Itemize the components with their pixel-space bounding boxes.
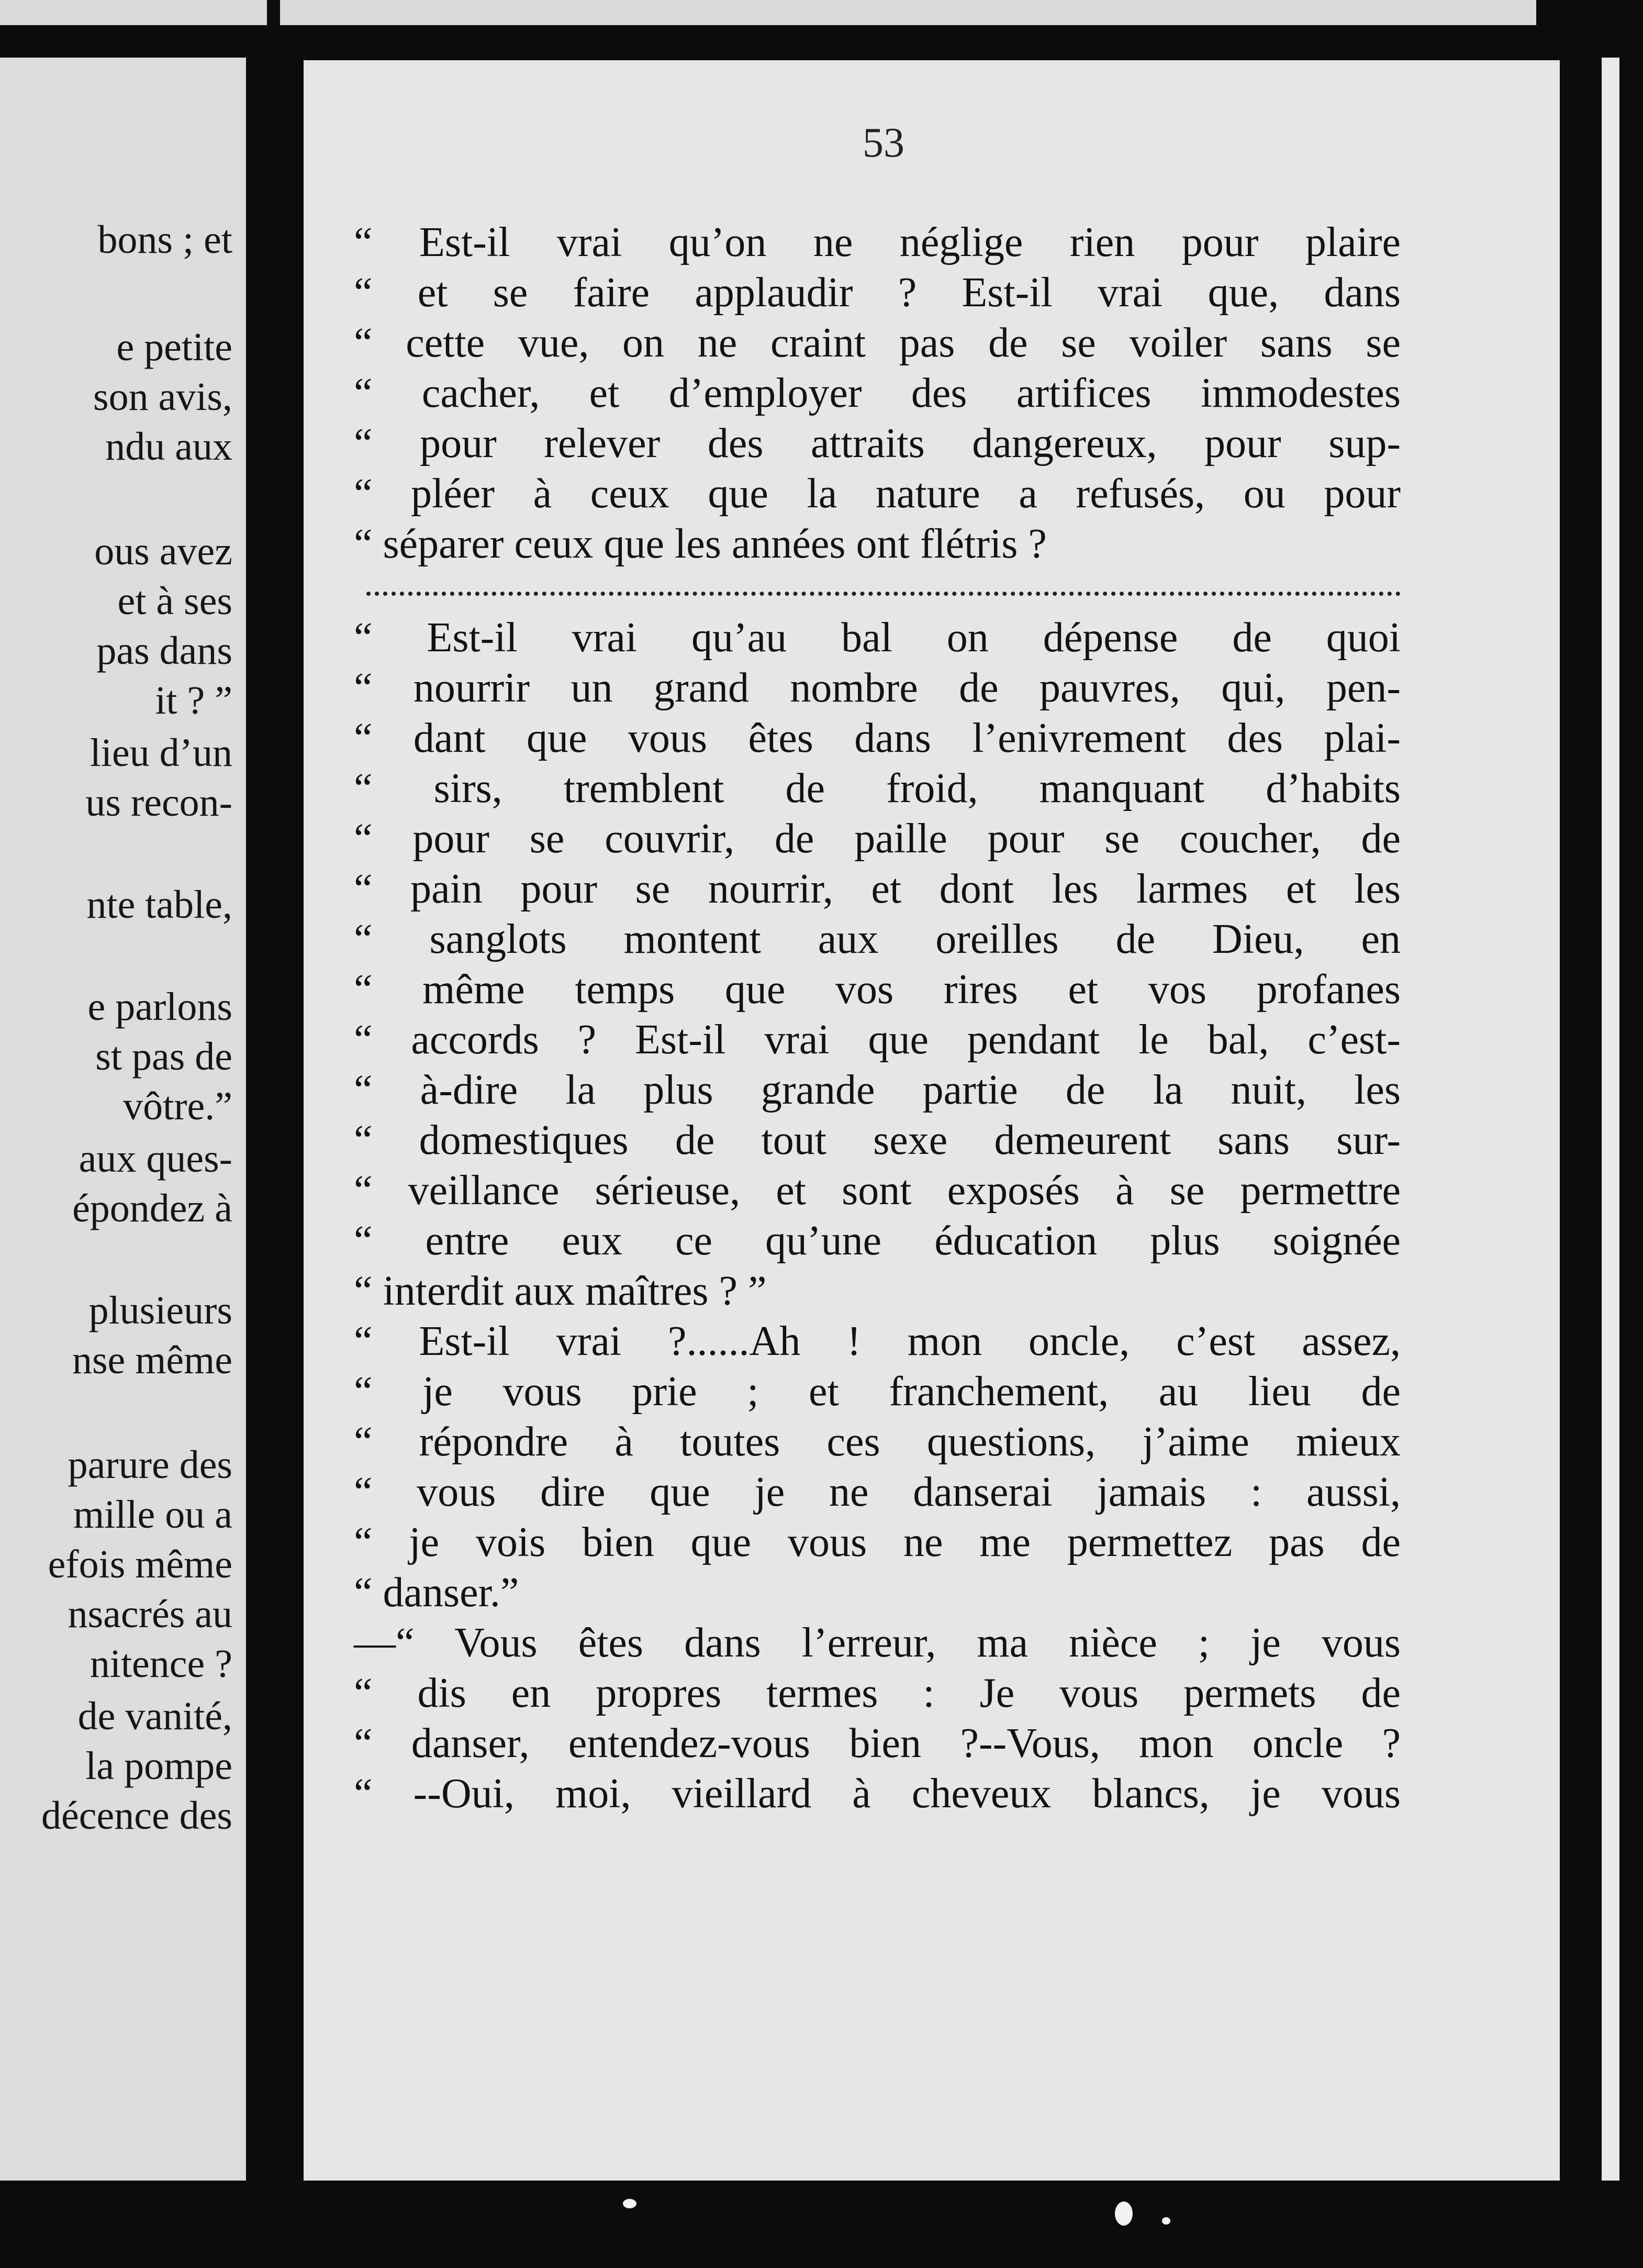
binding-gutter [246, 58, 304, 2268]
text-line: “ je vous prie ; et franchement, au lieu de [354, 1369, 1401, 1415]
text-line: “ Est-il vrai qu’au bal on dépense de quoi [354, 615, 1401, 661]
text-line: “ Est-il vrai ?......Ah ! mon oncle, c’est assez, [354, 1318, 1401, 1364]
text-line: “ nourrir un grand nombre de pauvres, qui, pen- [354, 665, 1401, 711]
top-paper-edge [280, 0, 1536, 25]
left-page-line: nte table, [86, 883, 232, 927]
text-line: “ et se faire applaudir ? Est-il vrai que, dans [354, 270, 1401, 316]
dust-speck [623, 2199, 636, 2208]
left-page-line: it ? ” [155, 679, 232, 722]
previous-page-fragment [0, 58, 246, 2268]
left-page-line: pas dans [96, 629, 232, 673]
left-page-line: lieu d’un [90, 731, 232, 775]
left-page-line: ndu aux [105, 425, 232, 469]
text-line: “ même temps que vos rires et vos profanes [354, 966, 1401, 1013]
left-page-line: ous avez [94, 529, 232, 573]
left-page-line: la pompe [85, 1744, 232, 1788]
text-line: “ répondre à toutes ces questions, j’aime mieux [354, 1419, 1401, 1465]
text-line: “ cacher, et d’employer des artifices immodestes [354, 370, 1401, 416]
dotted-separator [366, 592, 1401, 603]
bottom-scan-border [0, 2181, 1643, 2268]
text-line: “ pour se couvrir, de paille pour se coucher, de [354, 816, 1401, 862]
left-page-line: de vanité, [77, 1694, 232, 1738]
left-page-line: vôtre.” [123, 1084, 232, 1128]
text-line: “ pléer à ceux que la nature a refusés, ou pour [354, 471, 1401, 517]
text-line: “ cette vue, on ne craint pas de se voiler sans se [354, 320, 1401, 366]
right-scan-border [1560, 58, 1643, 2268]
left-page-line: et à ses [117, 579, 232, 623]
left-page-line: efois même [48, 1542, 232, 1586]
text-line: “ danser, entendez-vous bien ?--Vous, mon oncle ? [354, 1720, 1401, 1766]
text-line: “ à-dire la plus grande partie de la nuit, les [354, 1067, 1401, 1113]
left-page-line: us recon- [85, 781, 232, 825]
text-line: “ vous dire que je ne danserai jamais : aussi, [354, 1469, 1401, 1515]
dust-speck [1115, 2202, 1133, 2226]
text-line: “ pain pour se nourrir, et dont les larmes et les [354, 866, 1401, 912]
left-page-line: nse même [72, 1338, 232, 1382]
left-page-line: nsacrés au [68, 1592, 232, 1636]
page-53 [304, 60, 1560, 2181]
text-line: “ dant que vous êtes dans l’enivrement des plai- [354, 715, 1401, 761]
text-line: “ séparer ceux que les années ont flétris ? [354, 521, 1047, 567]
top-scan-border [0, 0, 1643, 58]
text-line: “ accords ? Est-il vrai que pendant le bal, c’est- [354, 1017, 1401, 1063]
left-page-line: épondez à [72, 1186, 232, 1230]
left-page-line: e parlons [87, 985, 232, 1029]
left-page-line: bons ; et [97, 218, 232, 262]
left-page-line: parure des [68, 1443, 232, 1487]
left-page-line: mille ou a [73, 1493, 232, 1537]
text-line: “ je vois bien que vous ne me permettez pas de [354, 1519, 1401, 1565]
left-page-line: e petite [116, 325, 232, 369]
left-page-line: son avis, [93, 375, 232, 419]
text-line: “ domestiques de tout sexe demeurent sans sur- [354, 1117, 1401, 1163]
text-line: “ Est-il vrai qu’on ne néglige rien pour plaire [354, 219, 1401, 265]
text-line: “ pour relever des attraits dangereux, pour sup- [354, 420, 1401, 466]
page-number: 53 [863, 120, 904, 166]
text-line: “ veillance sérieuse, et sont exposés à se permettre [354, 1168, 1401, 1214]
text-line: “ --Oui, moi, vieillard à cheveux blancs, je vous [354, 1771, 1401, 1817]
left-page-line: décence des [41, 1794, 232, 1838]
text-line: “ sanglots montent aux oreilles de Dieu, en [354, 916, 1401, 962]
text-line: —“ Vous êtes dans l’erreur, ma nièce ; je vous [354, 1620, 1401, 1666]
top-left-paper-edge [0, 0, 267, 25]
left-page-line: nitence ? [90, 1642, 232, 1686]
left-page-line: aux ques- [79, 1137, 232, 1181]
text-line: “ danser.” [354, 1570, 519, 1616]
left-page-line: st pas de [95, 1035, 232, 1079]
text-line: “ sirs, tremblent de froid, manquant d’habits [354, 765, 1401, 811]
text-line: “ dis en propres termes : Je vous permets de [354, 1670, 1401, 1716]
left-page-line: plusieurs [88, 1288, 232, 1332]
text-line: “ entre eux ce qu’une éducation plus soignée [354, 1218, 1401, 1264]
next-page-edge [1602, 58, 1619, 2268]
dust-speck [1162, 2217, 1170, 2225]
text-line: “ interdit aux maîtres ? ” [354, 1268, 767, 1314]
